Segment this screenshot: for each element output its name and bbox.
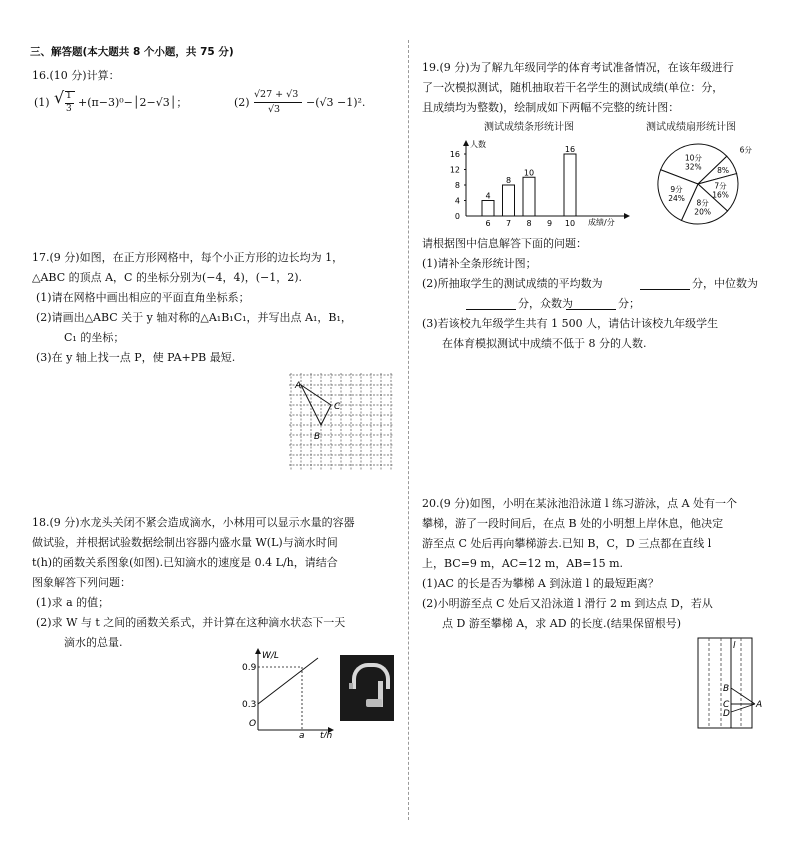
pie-chart xyxy=(648,136,758,228)
x-tick-label: 6 xyxy=(485,219,491,228)
bar-value-label: 8 xyxy=(505,176,512,185)
y-tick-label: 0 xyxy=(454,212,460,221)
point-c-label: C xyxy=(334,402,341,412)
q17-grid-figure xyxy=(287,371,395,473)
pie-label: 8分 xyxy=(696,198,709,208)
q19-line7a: 分，众数为 xyxy=(518,297,573,310)
pie-pct-label: 16% xyxy=(712,190,729,200)
point-d-label: D xyxy=(723,709,730,719)
blank-mode[interactable] xyxy=(566,309,616,310)
q17-line1: 17.(9 分)如图，在正方形网格中，每个小正方形的边长均为 1， xyxy=(32,251,344,264)
bar-chart xyxy=(444,136,634,228)
x-tick-label: 10 xyxy=(564,219,576,228)
y-axis-label: 人数 xyxy=(470,140,486,149)
q19-line6a: (2)所抽取学生的测试成绩的平均数为 xyxy=(422,277,603,290)
q16-part1-prefix: (1) xyxy=(34,96,50,109)
y-tick-label: 16 xyxy=(449,150,460,159)
q18-function-graph xyxy=(240,646,336,738)
bar-10 xyxy=(564,154,576,216)
pie-pct-label: 24% xyxy=(668,193,685,203)
q16-part1-expr: +(π−3)⁰−│2−√3│； xyxy=(78,96,188,109)
pie-label: 9分 xyxy=(670,184,683,194)
q20-pool-figure xyxy=(695,636,767,732)
q18-line3: t(h)的函数关系图象(如图).已知滴水的速度是 0.4 L/h，请结合 xyxy=(32,556,338,569)
y-axis-arrow xyxy=(463,140,469,146)
q19-line4: 请根据图中信息解答下面的问题： xyxy=(422,237,587,250)
pie-label: 6分 xyxy=(739,145,752,155)
bar-8 xyxy=(523,177,535,216)
q16-frac-num: 1 xyxy=(66,91,72,101)
point-a-label: A xyxy=(756,700,763,710)
q20-line3: 游至点 C 处后再向攀梯游去.已知 B，C，D 三点都在直线 l xyxy=(422,537,712,550)
triangle-abc xyxy=(301,385,331,425)
q19-line1: 19.(9 分)为了解九年级同学的体育考试准备情况，在该年级进行 xyxy=(422,61,734,74)
y-tick-label: 4 xyxy=(454,196,460,206)
bar-6 xyxy=(482,201,494,217)
section-title: 三、解答题(本大题共 8 个小题，共 75 分) xyxy=(30,46,234,58)
y-tick-bottom: 0.3 xyxy=(242,700,257,710)
point-b-label: B xyxy=(723,684,730,694)
q16-stem: 16.(10 分)计算： xyxy=(32,69,120,82)
q19-line2: 了一次模拟测试，随机抽取若干名学生的测试成绩(单位：分， xyxy=(422,81,724,94)
q16-part2-den: √3 xyxy=(268,104,281,115)
q19-line9: 在体育模拟测试中成绩不低于 8 分的人数. xyxy=(442,337,647,350)
q20-line4: 上，BC=9 m，AC=12 m，AB=15 m. xyxy=(422,557,624,570)
pie-pct-label: 32% xyxy=(685,162,702,172)
q18-line2: 做试验，并根据试验数据绘制出容器内盛水量 W(L)与滴水时间 xyxy=(32,536,338,549)
q19-line5: (1)请补全条形统计图； xyxy=(422,257,537,270)
y-tick-label: 12 xyxy=(449,165,460,175)
q19-line7b: 分； xyxy=(618,297,640,310)
pie-label: 7分 xyxy=(714,181,727,191)
blank-median[interactable] xyxy=(466,309,516,310)
y-axis-label: W/L xyxy=(262,651,279,661)
q17-line4: (2)请画出△ABC 关于 y 轴对称的△A₁B₁C₁，并写出点 A₁，B₁， xyxy=(36,311,352,324)
q18-line5: (1)求 a 的值； xyxy=(36,596,110,609)
q16-part2-rest: −(√3 −1)². xyxy=(306,96,366,109)
q17-line6: (3)在 y 轴上找一点 P，使 PA+PB 最短. xyxy=(36,351,236,364)
q18-line xyxy=(258,658,318,704)
pie-pct-label: 8% xyxy=(717,165,730,175)
q19-line6b: 分，中位数为 xyxy=(692,277,758,290)
bar-chart-title: 测试成绩条形统计图 xyxy=(484,122,574,133)
q20-line1: 20.(9 分)如图，小明在某泳池沿泳道 l 练习游泳，点 A 处有一个 xyxy=(422,497,738,510)
q20-line6: (2)小明游至点 C 处后又沿泳道 l 滑行 2 m 到达点 D，若从 xyxy=(422,597,713,610)
pie-chart-title: 测试成绩扇形统计图 xyxy=(646,122,736,133)
q18-line6: (2)求 W 与 t 之间的函数关系式，并计算在这种滴水状态下一天 xyxy=(36,616,346,629)
q18-line7: 滴水的总量. xyxy=(64,636,123,649)
q20-line2: 攀梯，游了一段时间后，在点 B 处的小明想上岸休息，他决定 xyxy=(422,517,724,530)
point-c-label: C xyxy=(723,700,730,710)
y-tick-top: 0.9 xyxy=(242,663,257,673)
q19-line8: (3)若该校九年级学生共有 1 500 人，请估计该校九年级学生 xyxy=(422,317,719,330)
bar-value-label: 10 xyxy=(523,168,535,178)
q17-line5: C₁ 的坐标； xyxy=(64,331,125,344)
q16-part2-prefix: (2) xyxy=(234,96,250,109)
x-tick-a: a xyxy=(299,731,305,738)
q18-line4: 图象解答下列问题： xyxy=(32,576,131,589)
blank-mean[interactable] xyxy=(640,289,690,290)
q20-line7: 点 D 游至攀梯 A，求 AD 的长度.(结果保留根号) xyxy=(442,617,682,630)
lane-l-label: l xyxy=(733,641,736,651)
bar-value-label: 16 xyxy=(564,145,576,154)
q18-line1: 18.(9 分)水龙头关闭不紧会造成滴水，小林用可以显示水量的容器 xyxy=(32,516,355,529)
faucet-photo xyxy=(340,655,394,721)
pie-label: 10分 xyxy=(684,153,702,163)
column-divider xyxy=(408,40,409,820)
x-axis-label: 成绩/分 xyxy=(588,218,615,227)
x-tick-label: 9 xyxy=(546,219,553,228)
bar-value-label: 4 xyxy=(485,191,491,201)
bar-7 xyxy=(503,185,515,216)
x-axis-label: t/h xyxy=(320,731,333,738)
q17-line3: (1)请在网格中画出相应的平面直角坐标系； xyxy=(36,291,250,304)
point-b-label: B xyxy=(314,432,321,442)
x-tick-label: 8 xyxy=(526,219,532,228)
point-a-label: A xyxy=(295,381,302,391)
q20-line5: (1)AC 的长是否为攀梯 A 到泳道 l 的最短距离？ xyxy=(422,577,659,590)
x-axis-arrow xyxy=(624,213,630,219)
y-tick-label: 8 xyxy=(454,181,460,190)
pie-pct-label: 20% xyxy=(694,207,711,217)
q17-line2: △ABC 的顶点 A，C 的坐标分别为(−4，4)，(−1，2). xyxy=(32,271,303,284)
q16-frac-den: 3 xyxy=(66,104,72,114)
origin-label: O xyxy=(249,719,257,729)
q19-line3: 且成绩均为整数)，绘制成如下两幅不完整的统计图： xyxy=(422,101,680,114)
sqrt-sign: √ xyxy=(54,88,65,107)
q16-part2-num: √27 + √3 xyxy=(254,89,299,100)
x-tick-label: 7 xyxy=(505,219,512,228)
